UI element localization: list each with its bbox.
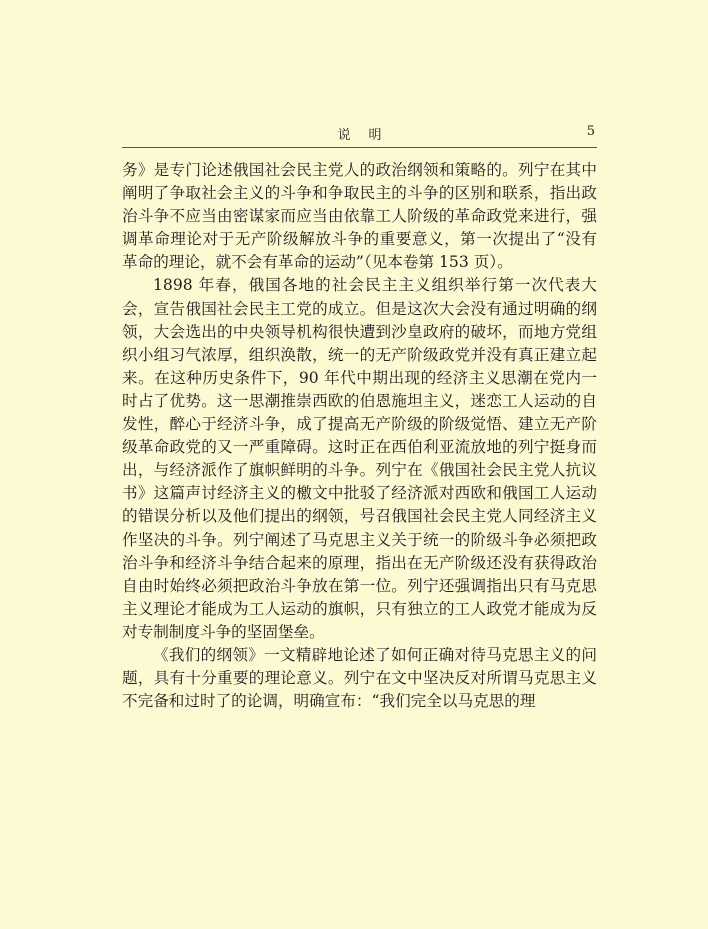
paragraph-continued: 务》是专门论述俄国社会民主党人的政治纲领和策略的。列宁在其中阐明了争取社会主义的斗争和争取民主的斗争的区别和联系，指出政治斗争不应当由密谋家而应当由依靠工人阶级的革命政党来进行，强调革命理论对于无产阶级解放斗争的重要意义，第一次提出了“没有革命的理论，就不会有革命的运动”（见本卷第 153 页）。 [122, 161, 597, 272]
paragraph-1898-congress: 1898 年春，俄国各地的社会民主主义组织举行第一次代表大会，宣告俄国社会民主工党的成立。但是这次大会没有通过明确的纲领，大会选出的中央领导机构很快遭到沙皇政府的破坏，而地方党组织小组习气浓厚，组织涣散，统一的无产阶级政党并没有真正建立起来。在这种历史条件下，90 年代中期出现的经济主义思潮在党内一时占了优势。这一思潮推崇西欧的伯恩施坦主义，迷恋工人运动的自发性，醉心于经济斗争，成了提高无产阶级的阶级觉悟、建立无产阶级革命政党的又一严重障碍。这时正在西伯利亚流放地的列宁挺身而出，与经济派作了旗帜鲜明的斗争。列宁在《俄国社会民主党人抗议书》这篇声讨经济主义的檄文中批驳了经济派对西欧和俄国工人运动的错误分析以及他们提出的纲领，号召俄国社会民主党人同经济主义作坚决的斗争。列宁阐述了马克思主义关于统一的阶级斗争必须把政治斗争和经济斗争结合起来的原理，指出在无产阶级还没有获得政治自由时始终必须把政治斗争放在第一位。列宁还强调指出只有马克思主义理论才能成为工人运动的旗帜，只有独立的工人政党才能成为反对专制制度斗争的坚固堡垒。 [122, 276, 597, 641]
running-header-title: 说明 [337, 128, 400, 143]
page-number: 5 [586, 124, 595, 139]
running-header [122, 124, 597, 144]
body-text [122, 159, 597, 713]
paragraph-our-program: 《我们的纲领》一文精辟地论述了如何正确对待马克思主义的问题，具有十分重要的理论意义。列宁在文中坚决反对所谓马克思主义不完备和过时了的论调，明确宣布：“我们完全以马克思的理 [122, 645, 597, 711]
header-divider [122, 147, 597, 148]
